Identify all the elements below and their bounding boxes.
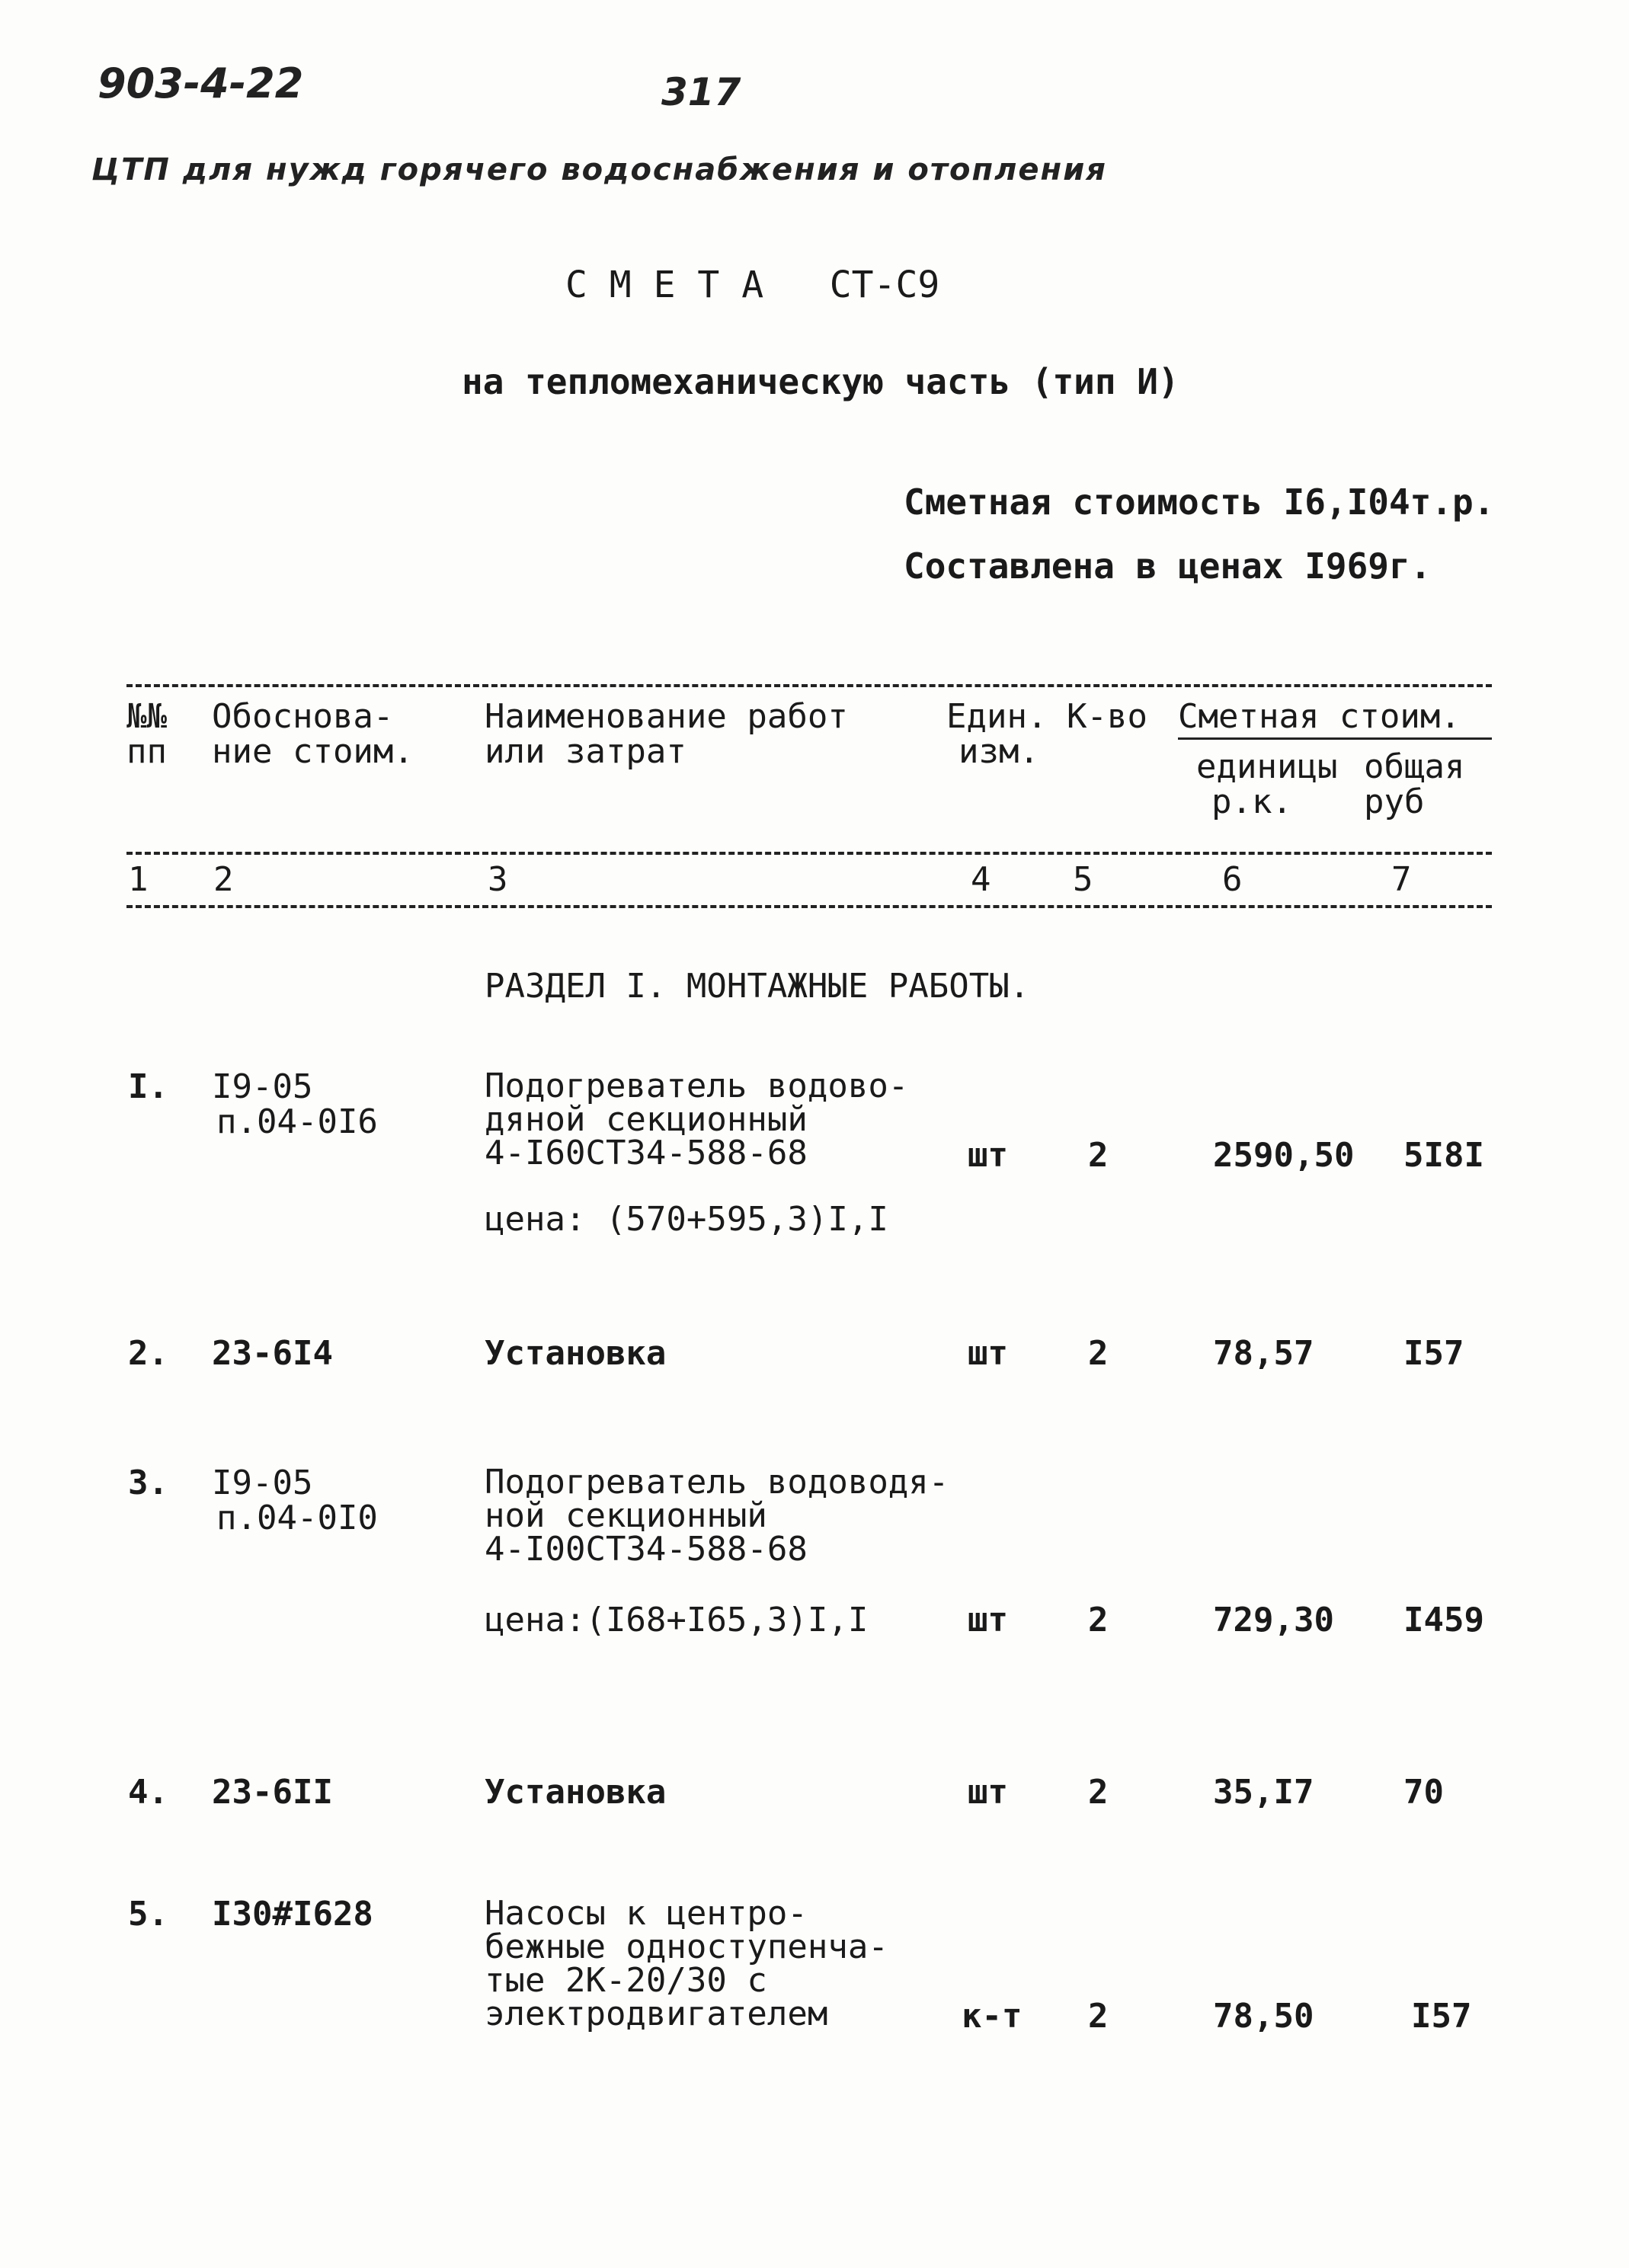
row-1-unit-cost: 2590,50 — [1213, 1136, 1355, 1175]
col-number-5: 5 — [1073, 860, 1093, 899]
row-1-name: Подогреватель водово- дяной секционный 4-I60СТ34-588-68 — [485, 1067, 909, 1172]
header-cost-group: Сметная стоим. — [1178, 697, 1461, 736]
row-1-unit: шт — [968, 1136, 1008, 1175]
header-top-rule — [126, 684, 1492, 687]
col-number-7: 7 — [1391, 860, 1412, 899]
row-4-unit: шт — [968, 1773, 1008, 1812]
row-5-unit: к-т — [962, 1997, 1023, 2036]
header-col-1: №№ пп — [126, 697, 167, 771]
row-3-qty: 2 — [1088, 1601, 1109, 1639]
header-col-2: Обоснова- ние стоим. — [212, 697, 414, 771]
estimate-subtitle: на тепломеханическую часть (тип И) — [462, 361, 1179, 402]
section-heading: РАЗДЕЛ I. МОНТАЖНЫЕ РАБОТЫ. — [485, 967, 1030, 1006]
row-2-unit: шт — [968, 1334, 1008, 1373]
col-number-1: 1 — [128, 860, 149, 899]
row-1-number: I. — [128, 1067, 168, 1106]
estimate-title: С М Е Т А СТ-С9 — [565, 264, 940, 306]
row-5-total: I57 — [1411, 1997, 1472, 2036]
col-number-4: 4 — [971, 860, 991, 899]
col-number-2: 2 — [213, 860, 234, 899]
header-mid-rule — [126, 852, 1492, 855]
row-3-price: цена:(I68+I65,3)I,I — [485, 1601, 869, 1639]
header-col-7: общая руб — [1364, 747, 1465, 821]
row-5-unit-cost: 78,50 — [1213, 1997, 1314, 2036]
row-2-number: 2. — [128, 1334, 168, 1373]
row-3-total: I459 — [1403, 1601, 1484, 1639]
header-col-4: Един. изм. — [946, 697, 1048, 771]
header-cost-underline — [1178, 737, 1492, 740]
header-col-6: единицы р.к. — [1196, 747, 1338, 821]
row-4-total: 70 — [1403, 1773, 1444, 1812]
col-number-6: 6 — [1222, 860, 1243, 899]
row-4-basis: 23-6II — [212, 1773, 333, 1812]
row-1-basis: I9-05 п.04-0I6 — [212, 1067, 378, 1141]
header-col-5: К-во — [1067, 697, 1147, 736]
row-5-name: Насосы к центро- бежные одноступенча- тые 2К-20/30 с электродвигателем — [485, 1894, 888, 2033]
row-3-unit-cost: 729,30 — [1213, 1601, 1334, 1639]
row-2-name: Установка — [485, 1334, 667, 1373]
row-3-name: Подогреватель водоводя- ной секционный 4-I00СТ34-588-68 — [485, 1463, 949, 1569]
row-1-price: цена: (570+595,3)I,I — [485, 1200, 888, 1239]
header-col-3: Наименование работ или затрат — [485, 697, 848, 771]
header-bottom-rule — [126, 905, 1492, 908]
row-5-number: 5. — [128, 1895, 168, 1934]
row-1-qty: 2 — [1088, 1136, 1109, 1175]
row-3-unit: шт — [968, 1601, 1008, 1639]
row-2-unit-cost: 78,57 — [1213, 1334, 1314, 1373]
row-4-number: 4. — [128, 1773, 168, 1812]
row-3-basis: I9-05 п.04-0I0 — [212, 1463, 378, 1537]
estimated-cost: Сметная стоимость I6,I04т.р. — [904, 481, 1495, 523]
document-code: 903-4-22 — [98, 59, 304, 107]
project-title: ЦТП для нужд горячего водоснабжения и отопления — [91, 152, 1107, 187]
row-2-total: I57 — [1403, 1334, 1464, 1373]
row-5-qty: 2 — [1088, 1997, 1109, 2036]
row-4-name: Установка — [485, 1773, 667, 1812]
row-1-total: 5I8I — [1403, 1136, 1484, 1175]
price-level: Составлена в ценах I969г. — [904, 545, 1432, 587]
row-3-number: 3. — [128, 1463, 168, 1502]
row-5-basis: I30#I628 — [212, 1895, 373, 1934]
row-4-unit-cost: 35,I7 — [1213, 1773, 1314, 1812]
row-2-basis: 23-6I4 — [212, 1334, 333, 1373]
col-number-3: 3 — [488, 860, 508, 899]
row-4-qty: 2 — [1088, 1773, 1109, 1812]
page-number: 317 — [661, 70, 741, 114]
row-2-qty: 2 — [1088, 1334, 1109, 1373]
